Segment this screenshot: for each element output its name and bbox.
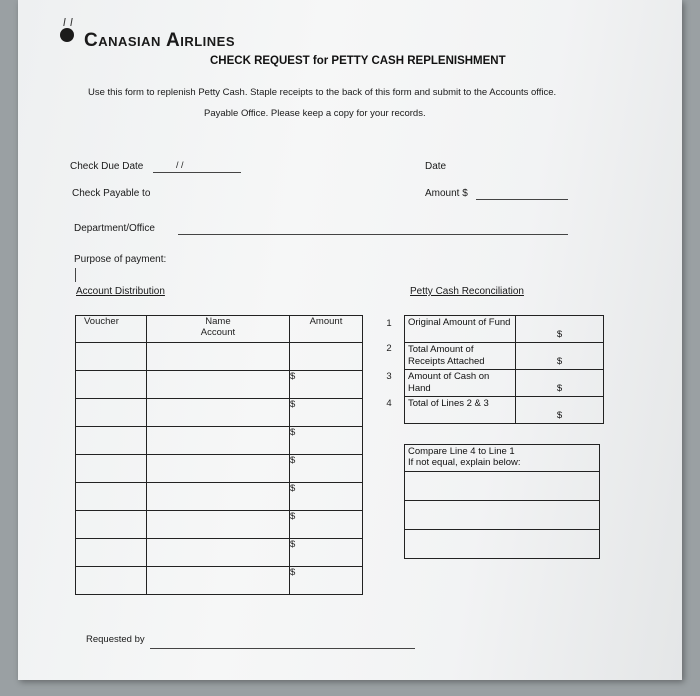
table-row [76,343,363,371]
check-due-date-field[interactable] [153,172,241,173]
petty-cash-reconciliation-title: Petty Cash Reconciliation [410,286,524,297]
check-due-date-label: Check Due Date [70,161,144,172]
form-page [18,0,682,680]
amount-field[interactable] [476,199,568,200]
recon-row [405,343,604,370]
recon-label: Original Amount of Fund [405,316,516,343]
recon-row [405,370,604,397]
department-field[interactable] [178,234,568,235]
amount-cell[interactable]: $ [289,567,362,595]
amount-cell[interactable]: $ [289,511,362,539]
compare-line-2: If not equal, explain below: [408,457,521,468]
recon-line-number: 1 [386,318,392,329]
recon-value[interactable]: $ [516,343,604,370]
compare-instructions [405,445,600,472]
form-title: CHECK REQUEST for PETTY CASH REPLENISHMENT [210,55,506,67]
recon-value[interactable]: $ [516,316,604,343]
requested-by-label: Requested by [86,634,145,645]
department-label: Department/Office [74,223,155,234]
column-header-amount: Amount [289,316,362,343]
amount-cell[interactable]: $ [289,399,362,427]
account-distribution-table [75,315,363,595]
date-label: Date [425,161,447,172]
recon-row [405,316,604,343]
table-row [76,371,363,399]
purpose-label: Purpose of payment: [74,254,167,265]
table-row [76,567,363,595]
brand-name: Canasian Airlines [84,30,236,51]
table-row [76,483,363,511]
recon-row [405,397,604,424]
recon-label: Total Amount of Receipts Attached [405,343,516,370]
amount-cell[interactable]: $ [289,483,362,511]
table-row [76,511,363,539]
reconciliation-table [404,315,604,424]
table-row [76,427,363,455]
airline-logo-icon [60,28,74,42]
recon-line-number: 3 [386,371,392,382]
purpose-field[interactable] [75,268,76,282]
explanation-field[interactable] [405,501,600,530]
account-distribution-title: Account Distribution [76,286,165,297]
amount-cell[interactable]: $ [289,539,362,567]
amount-cell[interactable]: $ [289,371,362,399]
compare-line-1: Compare Line 4 to Line 1 [408,446,515,457]
compare-explanation-table [404,444,600,559]
recon-line-number: 4 [386,398,392,409]
amount-cell[interactable] [289,343,362,371]
amount-cell[interactable]: $ [289,455,362,483]
recon-line-number: 2 [386,343,392,354]
recon-label: Amount of Cash on Hand [405,370,516,397]
table-row [76,399,363,427]
recon-label: Total of Lines 2 & 3 [405,397,516,424]
amount-label: Amount $ [425,188,468,199]
recon-value[interactable]: $ [516,370,604,397]
requested-by-field[interactable] [150,648,415,649]
table-row [76,539,363,567]
amount-cell[interactable]: $ [289,427,362,455]
instructions-line-2: Payable Office. Please keep a copy for your records. [204,108,426,119]
instructions-line-1: Use this form to replenish Petty Cash. Staple receipts to the back of this form and submit to the Accounts office. [88,87,557,98]
column-header-name-account: Name Account [146,316,289,343]
check-payable-to-label: Check Payable to [72,188,151,199]
table-row [76,455,363,483]
recon-value[interactable]: $ [516,397,604,424]
column-header-voucher: Voucher [76,316,147,343]
date-separators: / / [176,160,184,170]
explanation-field[interactable] [405,530,600,559]
explanation-field[interactable] [405,472,600,501]
